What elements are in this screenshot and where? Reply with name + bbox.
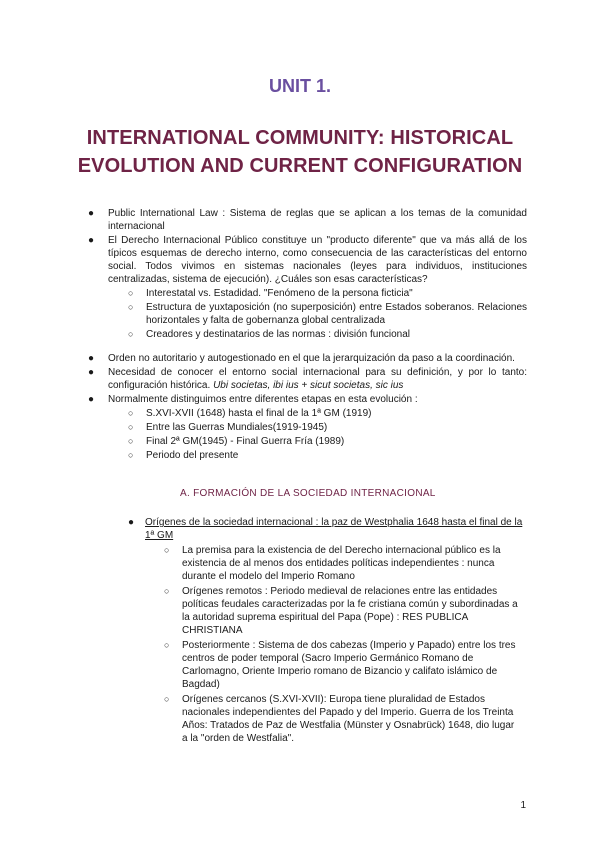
circle-bullet-icon: ○ — [164, 640, 170, 650]
sub-list-item: ○ Final 2ª GM(1945) - Final Guerra Fría (1989) — [128, 436, 345, 447]
sub-list-item: ○ Orígenes cercanos (S.XVI-XVII): Europa tiene pluralidad de Estados nacionales independientes del Papado y del Imperio. Guerra de los Treinta Años: Tratados de Paz de Westfalia (Münster y Osnabrück) 1648, dio lugar a la "orden de Westfalia". — [164, 694, 515, 744]
sub-list-item: ○ Estructura de yuxtaposición (no superposición) entre Estados soberanos. Relaciones horizontales y falta de gobernanza global centralizada — [128, 302, 527, 326]
list-item: ● Public International Law : Sistema de reglas que se aplican a los temas de la comunidad internacional — [88, 208, 527, 232]
unit-heading: UNIT 1. — [268, 76, 331, 96]
circle-bullet-icon: ○ — [128, 288, 134, 298]
list-item: ● Normalmente distinguimos entre diferentes etapas en esta evolución : — [88, 394, 418, 405]
circle-bullet-icon: ○ — [128, 436, 134, 446]
bullet-icon: ● — [88, 235, 95, 246]
bullet-icon: ● — [88, 394, 95, 405]
sub-list-item: ○ La premisa para la existencia de del Derecho internacional público es la existencia de al menos dos entidades políticas independientes : nunca durante el modelo del Imperio Romano — [164, 545, 501, 582]
circle-bullet-icon: ○ — [164, 586, 170, 596]
list-item: ● Orígenes de la sociedad internacional : la paz de Westphalia 1648 hasta el final de la 1ª GM — [128, 517, 523, 541]
list-item: ● Necesidad de conocer el entorno social internacional para su definición, y por lo tanto: configuración histórica. Ubi societas, ibi ius + sicut societas, sic ius — [88, 367, 527, 391]
evolution-list — [0, 352, 600, 463]
circle-bullet-icon: ○ — [164, 694, 170, 704]
sub-list-item: ○ Orígenes remotos : Periodo medieval de relaciones entre las entidades políticas feudales caracterizadas por la fe cristiana común y subordinadas a la autoridad suprema espiritual del Papa (Pope) : RES PUBLICA CHRISTIANA — [164, 586, 518, 636]
circle-bullet-icon: ○ — [128, 422, 134, 432]
list-item: ● El Derecho Internacional Público constituye un "producto diferente" que va más allá de los típicos esquemas de derecho interno, como consecuencia de las características del entorno social. Todos vivimos en sistemas nacionales (leyes para individuos, instituciones centralizadas, sistema de ejecución). ¿Cuáles son esas características? — [88, 235, 527, 285]
section-a-heading: A. FORMACIÓN DE LA SOCIEDAD INTERNACIONAL — [180, 488, 436, 499]
intro-list — [0, 207, 600, 342]
sub-list-item: ○ S.XVI-XVII (1648) hasta el final de la 1ª GM (1919) — [128, 408, 372, 419]
section-a-list — [0, 516, 600, 745]
sub-list-item: ○ Posteriormente : Sistema de dos cabezas (Imperio y Papado) entre los tres centros de poder temporal (Sacro Imperio Germánico Romano de Carlomagno, Oriente Imperio romano de Bizancio y califato islámico de Bagdad) — [164, 640, 516, 690]
latin-maxim: Ubi societas, ibi ius + sicut societas, sic ius — [213, 380, 404, 391]
circle-bullet-icon: ○ — [128, 302, 134, 312]
circle-bullet-icon: ○ — [164, 545, 170, 555]
sub-list-item: ○ Entre las Guerras Mundiales(1919-1945) — [128, 422, 328, 433]
main-title: INTERNATIONAL COMMUNITY: HISTORICAL EVOLUTION AND CURRENT CONFIGURATION — [77, 127, 523, 177]
sub-list-item: ○ Periodo del presente — [128, 450, 239, 461]
bullet-icon: ● — [88, 353, 95, 364]
bullet-icon: ● — [128, 517, 135, 528]
sub-list-item: ○ Creadores y destinatarios de las normas : división funcional — [128, 329, 411, 340]
sub-list-item: ○ Interestatal vs. Estadidad. "Fenómeno de la persona ficticia" — [128, 288, 413, 299]
circle-bullet-icon: ○ — [128, 329, 134, 339]
circle-bullet-icon: ○ — [128, 408, 134, 418]
page-number: 1 — [520, 800, 526, 811]
circle-bullet-icon: ○ — [128, 450, 134, 460]
list-item: ● Orden no autoritario y autogestionado en el que la jerarquización da paso a la coordinación. — [88, 353, 515, 364]
bullet-icon: ● — [88, 208, 95, 219]
bullet-icon: ● — [88, 367, 95, 378]
